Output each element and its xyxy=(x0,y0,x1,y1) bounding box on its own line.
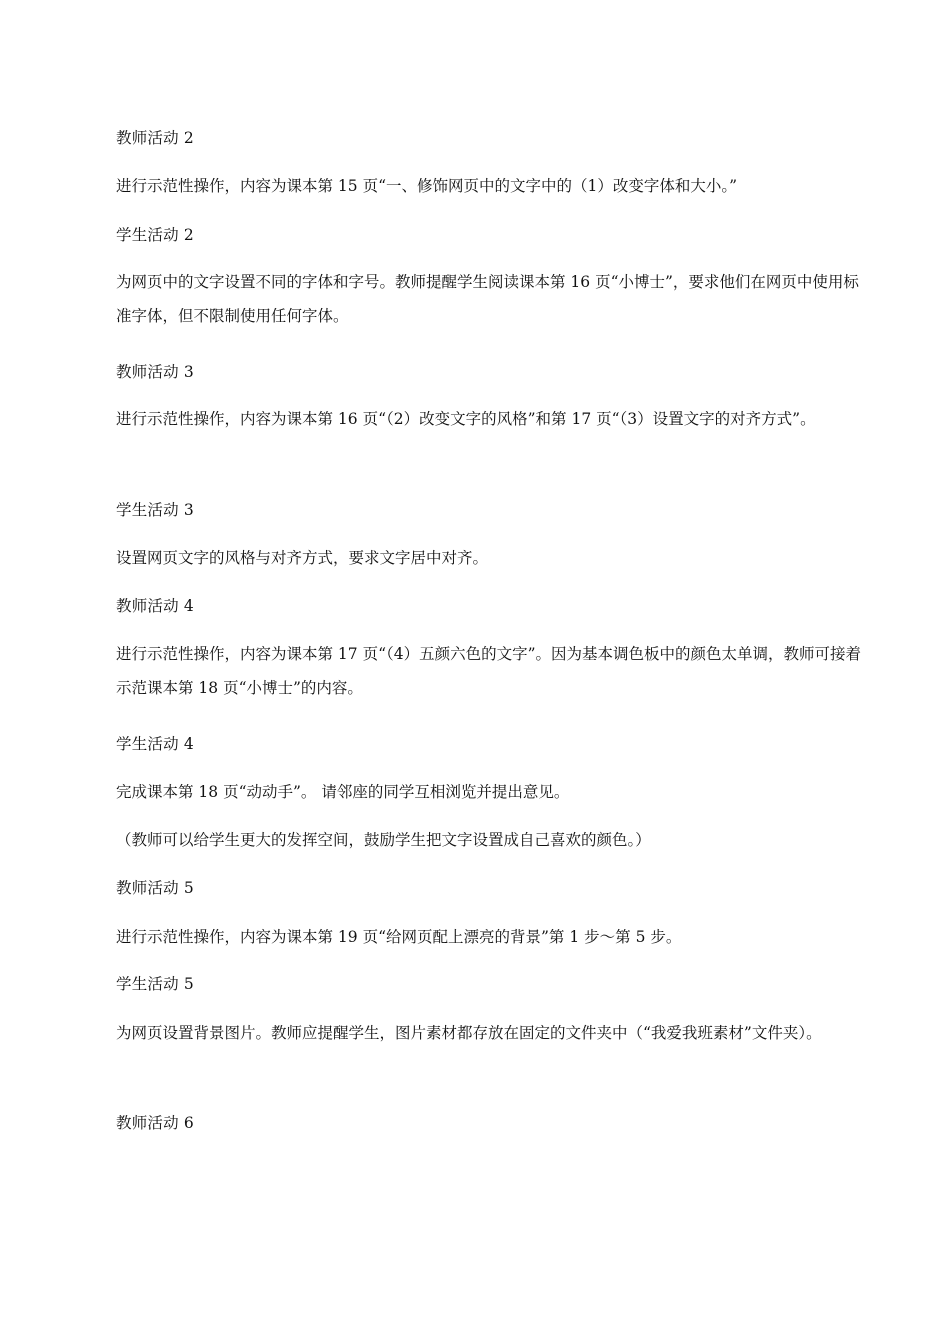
heading-student-activity-2: 学生活动 2 xyxy=(116,226,194,244)
heading-teacher-activity-5: 教师活动 5 xyxy=(116,879,194,897)
paragraph-student-activity-3: 设置网页文字的风格与对齐方式，要求文字居中对齐。 xyxy=(116,549,489,567)
heading-student-activity-4: 学生活动 4 xyxy=(116,735,194,753)
paragraph-teacher-activity-4: 进行示范性操作，内容为课本第 17 页“（4）五颜六色的文字”。因为基本调色板中的颜色太单调，教师可接着示范课本第 18 页“小博士”的内容。 xyxy=(116,645,862,697)
heading-student-activity-5: 学生活动 5 xyxy=(116,975,194,993)
paragraph-student-activity-4: 完成课本第 18 页“动动手”。 请邻座的同学互相浏览并提出意见。 xyxy=(116,783,570,801)
paragraph-student-activity-4-note: （教师可以给学生更大的发挥空间，鼓励学生把文字设置成自己喜欢的颜色。） xyxy=(116,831,651,849)
heading-teacher-activity-4: 教师活动 4 xyxy=(116,597,194,615)
heading-teacher-activity-3: 教师活动 3 xyxy=(116,363,194,381)
paragraph-teacher-activity-3: 进行示范性操作，内容为课本第 16 页“（2）改变文字的风格”和第 17 页“（3）设置文字的对齐方式”。 xyxy=(116,410,816,428)
heading-teacher-activity-6: 教师活动 6 xyxy=(116,1114,194,1132)
paragraph-teacher-activity-5: 进行示范性操作，内容为课本第 19 页“给网页配上漂亮的背景”第 1 步～第 5 步。 xyxy=(116,928,682,946)
heading-teacher-activity-2: 教师活动 2 xyxy=(116,129,194,147)
heading-student-activity-3: 学生活动 3 xyxy=(116,501,194,519)
paragraph-student-activity-2: 为网页中的文字设置不同的字体和字号。教师提醒学生阅读课本第 16 页“小博士”，要求他们在网页中使用标准字体，但不限制使用任何字体。 xyxy=(116,273,859,325)
paragraph-student-activity-5: 为网页设置背景图片。教师应提醒学生，图片素材都存放在固定的文件夹中（“我爱我班素材”文件夹）。 xyxy=(116,1024,822,1042)
paragraph-teacher-activity-2: 进行示范性操作，内容为课本第 15 页“一、修饰网页中的文字中的（1）改变字体和大小。” xyxy=(116,177,738,195)
